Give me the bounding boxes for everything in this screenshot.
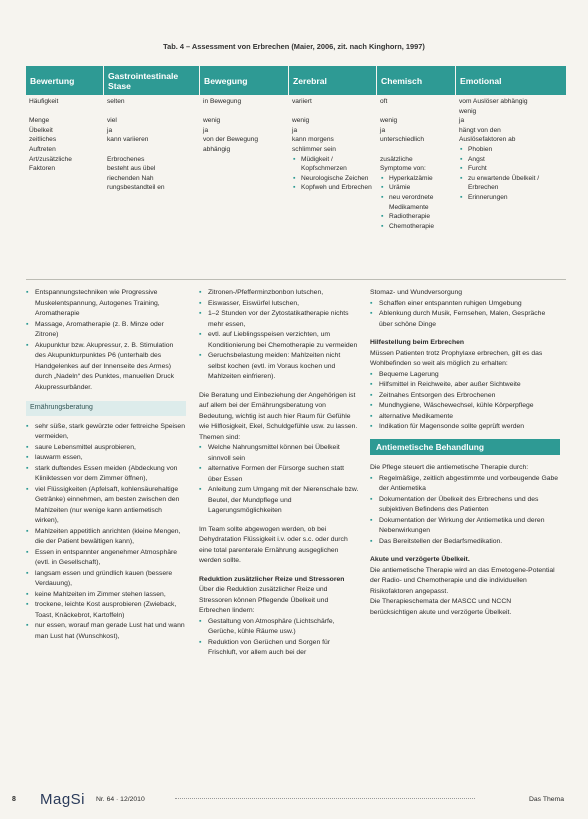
zerebral-list	[292, 155, 374, 193]
list-item: ▪ Zeitnahes Entsorgen des Erbrochenen	[370, 391, 560, 402]
list-item: ▪ trockene, leichte Kost ausprobieren (Zwieback, Toast, Knäckebrot, Kartoffeln)	[26, 600, 186, 621]
text-column-middle	[199, 288, 359, 659]
table-cell: ja	[292, 126, 298, 134]
table-cell: ja	[380, 126, 386, 134]
list-item: ▪ zu erwartende Übelkeit / Erbrechen	[459, 174, 563, 193]
list-item: ▪ Essen in entspannter angenehmer Atmosphäre (evtl. in Gesellschaft),	[26, 548, 186, 569]
table-cell: unterschiedlich	[380, 136, 424, 144]
list-item: ▪ keine Mahlzeiten im Zimmer stehen lassen,	[26, 590, 186, 601]
list-item: ▪ Hyperkalzämie	[380, 174, 453, 184]
list-item: ▪ Angst	[459, 155, 563, 165]
table-cell: besteht aus übel	[107, 165, 156, 173]
list-item: ▪ stark duftendes Essen meiden (Abdeckung von Kliniktessen vor dem Zimmer öffnen),	[26, 464, 186, 485]
list-item: ▪ Akupunktur bzw. Akupressur, z. B. Stimulation des Akupunkturpunktes P6 (unterhalb des Handgelenkes auf der Innenseite des Armes) durch „Nadeln“ des Punktes, manuellen Druck Akupressurbänder.	[26, 341, 186, 394]
antiemetic-list	[370, 474, 560, 548]
list-item: ▪ Zitronen-/Pfefferminzbonbon lutschen,	[199, 288, 359, 299]
header-chemisch: Chemisch	[377, 66, 456, 95]
list-item: ▪ Chemotherapie	[380, 222, 453, 232]
list-item: ▪ Radiotherapie	[380, 212, 453, 222]
list-item: ▪ Anleitung zum Umgang mit der Nierenschale bzw. Beutel, der Mundpflege und Lagerungsmöglichkeiten	[199, 485, 359, 517]
table-cell: Faktoren	[29, 165, 56, 173]
stress-reduction-list	[199, 617, 359, 659]
relatives-topics-list	[199, 443, 359, 517]
list-item: ▪ Mundhygiene, Wäschewechsel, kühle Körperpflege	[370, 401, 560, 412]
page-number: 8	[12, 796, 16, 803]
list-item: ▪ Dokumentation der Übelkeit des Erbrechens und des subjektiven Befindens des Patienten	[370, 495, 560, 516]
table-cell: schlimmer sein	[292, 145, 336, 153]
table-cell: Auftreten	[29, 145, 56, 153]
table-cell: oft	[380, 98, 388, 105]
table-cell: kann morgens	[292, 136, 334, 144]
list-item: ▪ langsam essen und gründlich kauen (bessere Verdauung),	[26, 569, 186, 590]
table-cell: rungsbestandteil en	[107, 184, 165, 192]
table-column-zerebral	[289, 97, 377, 231]
table-cell: kann variieren	[107, 136, 149, 144]
table-cell: Häufigkeit	[29, 98, 59, 105]
spacer	[199, 383, 359, 391]
table-cell: wenig	[380, 117, 398, 125]
header-bewertung: Bewertung	[26, 66, 104, 95]
paragraph: Die Pflege steuert die antiemetische Therapie durch:	[370, 464, 529, 471]
table-cell: zeitliches	[29, 136, 57, 144]
spacer	[370, 330, 560, 338]
table-cell: Erbrochenes	[107, 155, 145, 163]
list-item: ▪ Ablenkung durch Musik, Fernsehen, Malen, Gespräche über schöne Dinge	[370, 309, 560, 330]
section-heading-hilfestellung: Hilfestellung beim Erbrechen	[370, 339, 465, 346]
table-cell: viel	[107, 117, 117, 125]
nutrition-list-continued	[199, 288, 359, 383]
list-item: ▪ 1–2 Stunden vor der Zytostatikatherapie nichts mehr essen,	[199, 309, 359, 330]
section-band-antiemetische-behandlung: Antiemetische Behandlung	[370, 439, 560, 456]
list-item: ▪ nur essen, worauf man gerade Lust hat und wann man Lust hat (Wunschkost),	[26, 621, 186, 642]
list-item: ▪ Eiswasser, Eiswürfel lutschen,	[199, 299, 359, 310]
table-cell: ja	[203, 126, 209, 134]
paragraph: Stomaz- und Wundversorgung	[370, 289, 463, 296]
list-item: ▪ alternative Medikamente	[370, 412, 560, 423]
list-item: ▪ Furcht	[459, 164, 563, 174]
table-cell: ja	[107, 126, 113, 134]
paragraph: Im Team sollte abgewogen werden, ob bei Dehydratation Flüssigkeit i.v. oder s.c. oder durch eine total parenterale Ernährung ausgeglichen werden sollte.	[199, 525, 348, 564]
table-cell: Art/zusätzliche	[29, 155, 72, 163]
table-cell: selten	[107, 98, 125, 105]
list-item: ▪ Mahlzeiten appetitlich anrichten (kleine Mengen, die der Patient bewältigen kann),	[26, 527, 186, 548]
table-cell: Auslösefaktoren ab	[459, 136, 516, 144]
emotional-list	[459, 145, 563, 203]
table-cell: Menge	[29, 117, 50, 125]
table-cell	[203, 107, 286, 117]
table-cell: in Bewegung	[203, 98, 242, 105]
spacer	[199, 517, 359, 525]
section-heading-ernaehrungsberatung: Ernährungsberatung	[26, 401, 186, 416]
assessment-table	[26, 66, 566, 231]
table-cell	[380, 145, 453, 155]
table-cell: wenig	[459, 107, 477, 115]
footer-divider	[175, 798, 475, 799]
table-cell: variiert	[292, 98, 312, 105]
table-cell: hängt von den	[459, 126, 501, 134]
list-item: ▪ Entspannungstechniken wie Progressive Muskelentspannung, Autogenes Training, Aromatherapie	[26, 288, 186, 320]
header-bewegung: Bewegung	[200, 66, 289, 95]
table-header	[26, 66, 566, 95]
table-cell	[107, 145, 197, 155]
table-cell	[107, 107, 197, 117]
list-item: ▪ Phobien	[459, 145, 563, 155]
text-column-left	[26, 288, 186, 642]
list-item: ▪ Dokumentation der Wirkung der Antiemetika und deren Nebenwirkungen	[370, 516, 560, 537]
table-cell	[292, 107, 374, 117]
section-heading-reduktion: Reduktion zusätzlicher Reize und Stressoren	[199, 575, 345, 583]
table-cell: vom Auslöser abhängig	[459, 98, 528, 105]
nutrition-list	[26, 422, 186, 643]
list-item: ▪ Urämie	[380, 183, 453, 193]
header-gastrointestinal: Gastrointestinale Stase	[104, 66, 200, 95]
list-item: ▪ Erinnerungen	[459, 193, 563, 203]
table-column-emotional	[456, 97, 566, 231]
paragraph: Über die Reduktion zusätzlicher Reize und Stressoren können Pflegende Übelkeit und Erbrechen lindern:	[199, 586, 329, 614]
list-item: ▪ lauwarm essen,	[26, 453, 186, 464]
list-item: ▪ Regelmäßige, zeitlich abgestimmte und vorbeugende Gabe der Antiemetika	[370, 474, 560, 495]
list-item: ▪ saure Lebensmittel ausprobieren,	[26, 443, 186, 454]
environment-list	[370, 299, 560, 331]
list-item: ▪ sehr süße, stark gewürzte oder fettreiche Speisen vermeiden,	[26, 422, 186, 443]
issue-label: Nr. 64 · 12/2010	[96, 796, 145, 803]
text-column-right	[370, 288, 560, 618]
list-item: ▪ Schaffen einer entspannten ruhigen Umgebung	[370, 299, 560, 310]
list-item: ▪ Müdigkeit / Kopfschmerzen	[292, 155, 374, 174]
section-heading-akute-uebelkeit: Akute und verzögerte Übelkeit.	[370, 556, 470, 563]
table-cell: Symptome von:	[380, 165, 426, 173]
spacer	[370, 547, 560, 555]
page-footer	[0, 790, 588, 810]
magazine-logo: MagSi	[40, 791, 86, 808]
list-item: ▪ viel Flüssigkeiten (Apfelsaft, kohlensäurehaltige Getränke) einnehmen, am besten zwischen den Mahlzeiten (nur wenige kann antiemetisch wirken),	[26, 485, 186, 527]
table-cell: Übelkeit	[29, 126, 53, 134]
list-item: ▪ alternative Formen der Fürsorge suchen statt über Essen	[199, 464, 359, 485]
table-cell: wenig	[292, 117, 310, 125]
table-cell: abhängig	[203, 145, 231, 153]
table-cell: ja	[459, 117, 465, 125]
list-item: ▪ Hilfsmittel in Reichweite, aber außer Sichtweite	[370, 380, 560, 391]
list-item: ▪ Reduktion von Gerüchen und Sorgen für Frischluft, vor allem auch bei der	[199, 638, 359, 659]
spacer	[199, 567, 359, 575]
paragraph: Die Beratung und Einbeziehung der Angehörigen ist auf allem bei der Ernährungsberatung von Bedeutung, wichtig ist auch hier Raum für Gefühle wie Hilflosigkeit, Ekel, Schuldgefühle usw. zu lassen. Themen sind:	[199, 391, 358, 441]
table-cell: wenig	[203, 117, 221, 125]
table-cell	[29, 107, 101, 117]
paragraph: Die Therapieschemata der MASCC und NCCN berücksichtigen akute und verzögerte Übelkeit.	[370, 598, 512, 616]
table-column-gastrointestinal	[104, 97, 200, 231]
paragraph: Müssen Patienten trotz Prophylaxe erbrechen, gilt es das Wohlbefinden so weit als möglich zu erhalten:	[370, 349, 543, 367]
relaxation-list	[26, 288, 186, 393]
table-divider	[26, 279, 566, 280]
table-caption: Tab. 4 – Assessment von Erbrechen (Maier, 2006, zit. nach Kinghorn, 1997)	[163, 42, 425, 51]
list-item: ▪ neu verordnete Medikamente	[380, 193, 453, 212]
table-cell: riechenden Nah	[107, 174, 154, 182]
list-item: ▪ Bequeme Lagerung	[370, 370, 560, 381]
list-item: ▪ evtl. auf Lieblingsspeisen verzichten, um Konditionierung bei Chemotherapie zu vermeiden	[199, 330, 359, 351]
table-column-bewegung	[200, 97, 289, 231]
section-label: Das Thema	[528, 796, 564, 803]
chemisch-list	[380, 174, 453, 232]
list-item: ▪ Welche Nahrungsmittel können bei Übelkeit sinnvoll sein	[199, 443, 359, 464]
table-body	[26, 97, 566, 231]
header-emotional: Emotional	[456, 66, 566, 95]
table-cell: von der Bewegung	[203, 136, 258, 144]
vomiting-help-list	[370, 370, 560, 433]
table-cell: zusätzliche	[380, 155, 413, 163]
table-column-bewertung	[26, 97, 104, 231]
header-zerebral: Zerebral	[289, 66, 377, 95]
paragraph: Die antiemetische Therapie wird an das Emetogene-Potential der Radio- und Chemotherapie und die individuellen Risikofaktoren angepasst.	[370, 566, 555, 595]
list-item: ▪ Indikation für Magensonde sollte geprüft werden	[370, 422, 560, 433]
list-item: ▪ Das Bereitstellen der Bedarfsmedikation.	[370, 537, 560, 548]
table-column-chemisch	[377, 97, 456, 231]
list-item: ▪ Massage, Aromatherapie (z. B. Minze oder Zitrone)	[26, 320, 186, 341]
list-item: ▪ Gestaltung von Atmosphäre (Lichtschärfe, Gerüche, kühle Räume usw.)	[199, 617, 359, 638]
list-item: ▪ Kopfweh und Erbrechen	[292, 183, 374, 193]
list-item: ▪ Neurologische Zeichen	[292, 174, 374, 184]
list-item: ▪ Geruchsbelastung meiden: Mahlzeiten nicht selbst kochen (evtl. im Voraus kochen und Mahlzeiten einfrieren).	[199, 351, 359, 383]
table-cell	[380, 107, 453, 117]
